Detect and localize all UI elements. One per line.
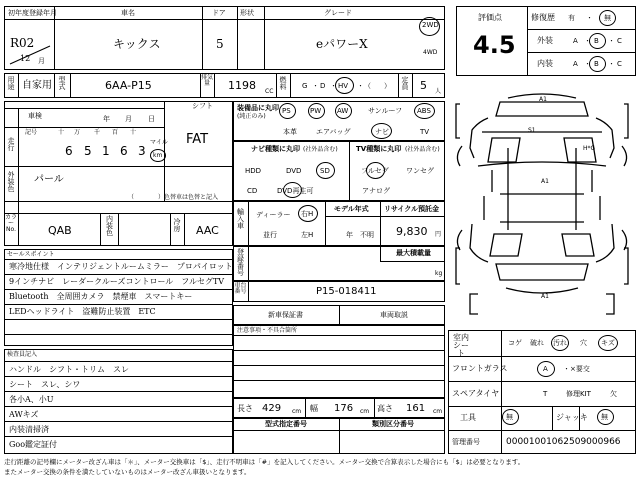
sales-line: 寒冷地仕様 インテリジェントルームミラー プロパイロット [9, 262, 233, 271]
diagram-label: A1 [539, 96, 547, 103]
mileage-h3: 千 [94, 129, 101, 136]
footer-line2: またメーター交換の条件を満たしていないものはメーター改ざん車扱いとなります。 [4, 468, 251, 476]
length-label: 長さ [237, 404, 253, 413]
warranty-manual: 車両取説 [380, 311, 408, 319]
height-unit: cm [433, 408, 443, 415]
spare-repair: 修理KIT [566, 390, 591, 398]
import-right: 右H [301, 210, 314, 218]
height-value: 161 [406, 403, 426, 414]
type-label: 型式指定番号 [265, 420, 307, 428]
diagram-label: H*G [583, 145, 596, 152]
mileage-digit: 3 [138, 144, 146, 158]
car-diagram [448, 88, 636, 320]
import-dealer: ディーラー [256, 211, 291, 219]
equipment-label: 装備品に丸印 [237, 104, 279, 112]
sales-line: LEDヘッドライト 盗難防止装置 ETC [9, 307, 156, 316]
inspection-label: 車検 [28, 112, 42, 120]
mileage-h2: 万 [74, 129, 81, 136]
nav-sub: (社外品含む) [303, 146, 338, 153]
nav-dvd: DVD [286, 167, 302, 175]
inspector-line: 内装清掃済 [9, 425, 49, 434]
import-label: 輸入車 [237, 208, 244, 231]
mileage-label: 走行 [7, 137, 15, 153]
doors: 5 [216, 37, 224, 51]
nav-label: ナビ種類に丸印 [251, 145, 300, 153]
inspector-title: 検査員記入 [7, 351, 38, 358]
score-value: 4.5 [473, 31, 516, 59]
fuel-sep1: ・ [312, 82, 319, 90]
int-a: A [573, 60, 578, 68]
length-value: 429 [262, 403, 282, 414]
mileage-unit-km: km [153, 152, 163, 159]
ext-c: C [617, 37, 622, 45]
cabin-item: 破れ [530, 339, 544, 347]
int-b: B [594, 60, 599, 68]
nav-cd: CD [247, 187, 258, 195]
ext-sep2: ・ [608, 37, 615, 45]
capacity-label: 定員 [401, 76, 409, 92]
inspection-day: 日 [148, 115, 155, 123]
cabin-label: 室内シート [453, 333, 469, 359]
eq-ps: PS [282, 107, 291, 115]
car-name-label: 車名 [121, 9, 135, 17]
disp-label: 排気量 [201, 74, 214, 88]
glass-label: フロントガラス [452, 364, 508, 373]
grade: eパワーX [316, 37, 368, 51]
class-label: 類別区分番号 [372, 420, 414, 428]
int-c: C [617, 60, 622, 68]
use-value: 自家用 [22, 80, 52, 91]
glass-x: ・×要交 [563, 365, 590, 373]
eq-airbag: エアバッグ [316, 128, 351, 136]
load-unit: kg [435, 270, 443, 277]
repair-sep: ・ [586, 14, 593, 22]
reg-era-year: R02 [10, 36, 35, 50]
spare-label: スペアタイヤ [452, 389, 500, 398]
sales-line: Bluetooth 全周囲カメラ 禁煙車 スマートキー [9, 292, 193, 301]
jack-value: 無 [601, 413, 608, 421]
eq-pw: PW [310, 107, 322, 115]
mileage-digit: 5 [84, 144, 92, 158]
mileage-h5: 十 [130, 129, 137, 136]
inspector-line: AWキズ [9, 410, 39, 419]
footer-line1: 走行距離の記号欄にメーター改ざん車は「＊」、メーター交換車は「$」、走行不明車は「#」を記入してください。メーター交換で合算表示した場合にも「$」は必要となります。 [4, 458, 525, 466]
equipment-sub: (純正のみ) [237, 113, 266, 120]
repair-opt-no: 無 [604, 14, 611, 22]
chassis-label: 車台番号 [234, 282, 247, 296]
warranty-new: 新車保証書 [268, 311, 303, 319]
fuel-g: G [302, 82, 308, 90]
fuel-sep3: ・ [357, 82, 364, 90]
fuel-hv: HV [338, 82, 349, 90]
tv-label: TV種類に丸印 [356, 145, 402, 153]
diagram-label: S1 [528, 127, 536, 134]
model-year-value: 年 不明 [346, 231, 374, 239]
recycle-value: 9,830 [396, 225, 428, 238]
diagram-label: A1 [541, 178, 549, 185]
eq-aw: AW [337, 107, 349, 115]
drive-4wd: 4WD [423, 49, 438, 56]
shape-label: 形状 [240, 9, 254, 17]
mileage-digit: 6 [120, 144, 128, 158]
inspector-line: Goo鑑定証付 [9, 440, 58, 449]
nav-sd: SD [320, 167, 330, 175]
tools-value: 無 [506, 413, 513, 421]
jack-label: ジャッキ [556, 413, 588, 422]
nav-dvd-play: DVD再生可 [277, 187, 314, 195]
capacity-value: 5 [420, 79, 427, 92]
tv-analog: アナログ [362, 187, 390, 195]
ext-b: B [594, 37, 599, 45]
notes-label: 注意事項・不具合箇所 [237, 327, 298, 334]
mileage-h4: 百 [112, 129, 119, 136]
car-name: キックス [113, 37, 161, 51]
shift-value: FAT [186, 132, 209, 147]
tv-fullseg: フルセグ [361, 167, 389, 175]
mileage-h0: 記号 [25, 129, 38, 136]
color-code-value: QAB [48, 224, 72, 237]
spare-missing: 欠 [610, 390, 617, 398]
eq-leather: 本革 [283, 128, 297, 136]
shift-label: シフト [192, 102, 213, 110]
month-unit: 月 [38, 57, 45, 65]
chassis-value: P15-018411 [316, 286, 377, 297]
inspector-line: 各小A、小U [9, 395, 54, 404]
model-value: 6AA-P15 [105, 79, 152, 92]
color-code-label: カラーNo. [5, 214, 18, 234]
inspection-year: 年 [103, 115, 110, 123]
fuel-label: 燃料 [279, 76, 287, 92]
model-label: 型式 [58, 76, 66, 92]
inspector-line: ハンドル シフト・トリム スレ [9, 365, 129, 374]
nav-hdd: HDD [245, 167, 262, 175]
inspector-line: シート スレ、シワ [9, 380, 81, 389]
cabin-item: 穴 [580, 339, 587, 347]
sales-line: 9インチナビ レーダークルーズコントロール フルセグTV [9, 277, 225, 286]
tools-label: 工具 [460, 413, 476, 422]
import-parallel: 並行 [263, 231, 277, 239]
width-unit: cm [360, 408, 370, 415]
eq-tv: TV [420, 128, 430, 136]
cooler-value: AAC [196, 224, 219, 237]
tv-sub: (社外品含む) [405, 146, 440, 153]
interior-color-label: 内装色 [106, 215, 113, 238]
fuel-d: D [320, 82, 326, 90]
spare-t: T [543, 390, 548, 398]
mileage-digit: 1 [102, 144, 110, 158]
cabin-item: キズ [601, 339, 615, 347]
disp-unit: CC [265, 88, 274, 95]
ext-sep1: ・ [584, 37, 591, 45]
fuel-paren-close: ） [384, 82, 391, 90]
capacity-unit: 人 [435, 88, 442, 95]
score-label: 評価点 [478, 13, 502, 22]
sales-title: セールスポイント [7, 251, 55, 258]
recycle-label: リサイクル預託金 [384, 205, 440, 213]
width-label: 幅 [310, 404, 318, 413]
exterior-label: 外装 [537, 36, 553, 45]
height-label: 高さ [377, 404, 393, 413]
glass-a: A [543, 365, 548, 373]
ext-color-value: パール [34, 174, 64, 185]
model-year-label: モデル年式 [334, 205, 369, 213]
cabin-item: 汚れ [553, 339, 567, 347]
int-sep2: ・ [608, 60, 615, 68]
mgmt-label: 管理番号 [452, 438, 480, 446]
reg-month: 12 [20, 54, 31, 63]
repair-opt-yes: 有 [568, 14, 575, 22]
disp-value: 1198 [228, 79, 256, 92]
mgmt-value: 00001001062509000966 [506, 437, 621, 447]
import-left: 左H [301, 231, 314, 239]
door-label: ドア [212, 9, 226, 17]
inspection-month: 月 [125, 115, 132, 123]
recycle-unit: 円 [435, 231, 442, 238]
ext-a: A [573, 37, 578, 45]
mileage-digit: 6 [65, 144, 73, 158]
int-sep1: ・ [584, 60, 591, 68]
interior-label: 内装 [537, 59, 553, 68]
mileage-h1: 十 [58, 129, 65, 136]
fuel-paren-open: （ [364, 82, 371, 90]
ext-color-note: （ ）色替車は色替と記入 [128, 194, 219, 201]
eq-abs: ABS [417, 107, 431, 115]
ext-color-label: 外装色 [7, 171, 15, 194]
load-label: 最大積載量 [396, 249, 431, 257]
mileage-unit-mile: マイル [150, 139, 168, 146]
drive-2wd: 2WD [422, 21, 439, 29]
cabin-item: コゲ [508, 339, 522, 347]
diagram-label: A1 [541, 293, 549, 300]
reg-date-label: 初年度登録年月 [8, 9, 57, 17]
repair-label: 修復歴 [531, 13, 555, 22]
length-unit: cm [292, 408, 302, 415]
eq-navi: ナビ [375, 128, 389, 136]
tv-oneseg: ワンセグ [406, 167, 434, 175]
grade-label: グレード [324, 9, 352, 17]
width-value: 176 [334, 403, 354, 414]
use-label: 用途 [7, 76, 15, 92]
eq-sunroof: サンルーフ [368, 107, 403, 115]
cooler-label: 冷房 [173, 218, 181, 234]
fuel-sep2: ・ [330, 82, 337, 90]
registration-label: 登録番号 [237, 248, 244, 278]
